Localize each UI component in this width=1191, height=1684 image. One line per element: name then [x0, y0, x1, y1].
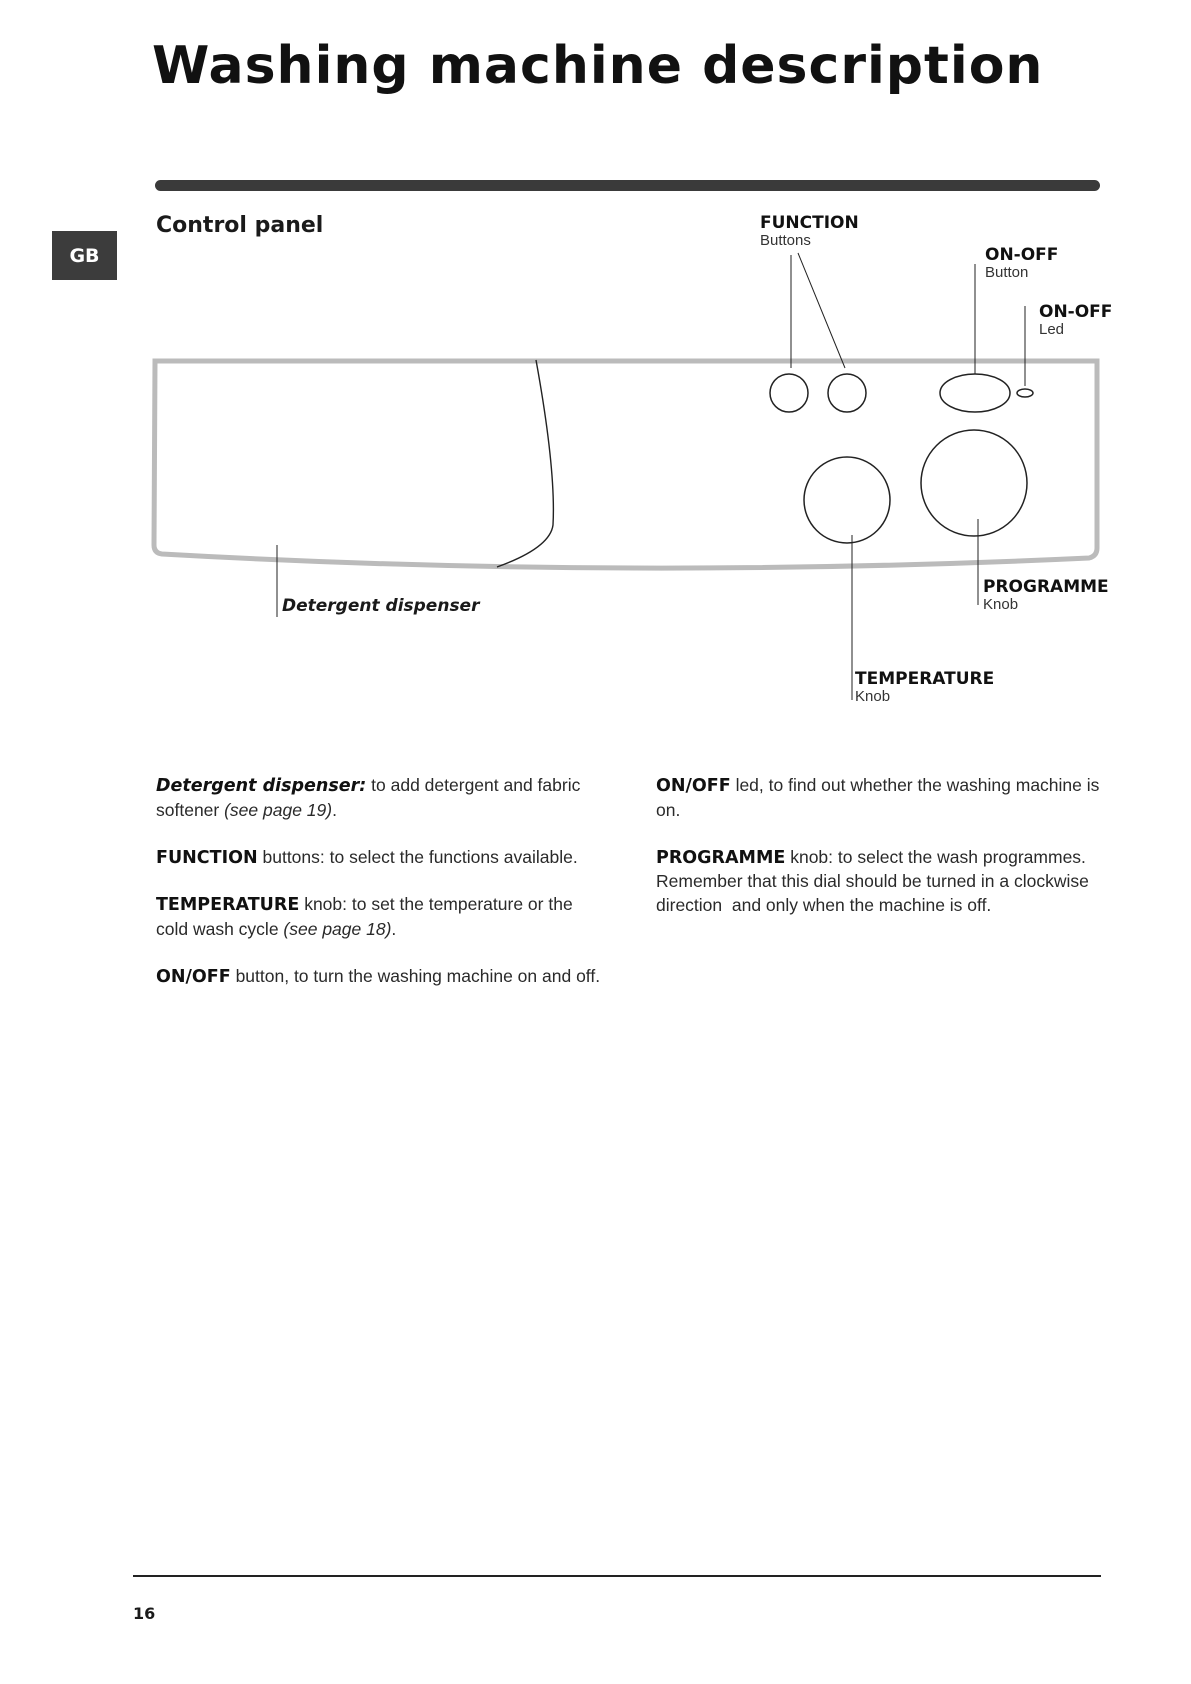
description-column-left [156, 774, 606, 1013]
onoff-led-shape [1017, 389, 1033, 397]
description-text: to add detergent and fabric softener [156, 775, 581, 820]
callout-name: PROGRAMME [983, 577, 1109, 597]
onoff-button-callout [985, 246, 1058, 281]
detergent-dispenser-callout: Detergent dispenser [282, 596, 480, 616]
onoff-led-callout [1039, 303, 1112, 338]
page-number: 16 [133, 1604, 156, 1623]
callout-sub: Knob [855, 687, 891, 705]
page-reference: (see page 18) [283, 919, 392, 940]
description-end: . [332, 799, 337, 820]
term: PROGRAMME [656, 847, 786, 868]
callout-name: FUNCTION [760, 213, 859, 233]
description-function [156, 846, 606, 871]
function-buttons-callout [760, 214, 859, 249]
term: ON/OFF [156, 966, 231, 987]
description-note: Remember that this dial should be turned in a clockwise direction and only when the machine is off. [656, 871, 1094, 916]
programme-knob-callout [983, 578, 1109, 613]
function-button-2 [828, 374, 866, 412]
page-reference: (see page 19) [224, 799, 333, 820]
control-panel-diagram [0, 0, 1191, 760]
term: TEMPERATURE [156, 895, 300, 916]
callout-sub: Led [1039, 320, 1065, 338]
temperature-knob-shape [804, 457, 890, 543]
language-tab: GB [52, 231, 117, 280]
function-leader-2 [798, 253, 845, 368]
description-onoff-button [156, 965, 606, 990]
description-end: . [391, 919, 397, 940]
callout-sub: Buttons [760, 231, 811, 249]
description-temperature [156, 893, 606, 942]
function-button-1 [770, 374, 808, 412]
callout-name: ON-OFF [985, 245, 1059, 265]
term: ON/OFF [656, 776, 731, 796]
page-title: Washing machine description [152, 36, 1044, 96]
description-text: knob: to set the temperature or the cold wash cycle [156, 894, 573, 940]
callout-sub: Knob [983, 595, 1019, 613]
description-text: buttons: to select the functions available. [257, 846, 578, 867]
callout-name: ON-OFF [1039, 302, 1113, 322]
term: FUNCTION [156, 847, 258, 868]
dispenser-curve [497, 360, 553, 567]
description-programme [656, 846, 1106, 918]
callout-name: TEMPERATURE [855, 669, 995, 689]
description-text: button, to turn the washing machine on and off. [230, 965, 601, 986]
description-onoff-led [656, 774, 1106, 823]
control-panel-heading: Control panel [156, 213, 324, 238]
description-detergent [156, 774, 606, 823]
temperature-knob-callout [855, 670, 994, 705]
footer-divider [133, 1575, 1101, 1577]
onoff-button-shape [940, 374, 1010, 412]
programme-knob-shape [921, 430, 1027, 536]
description-column-right [656, 774, 1106, 941]
description-text: led, to find out whether the washing machine is on. [656, 775, 1100, 820]
callout-sub: Button [985, 263, 1029, 281]
term: Detergent dispenser: [156, 776, 367, 796]
description-text: knob: to select the wash programmes. [785, 846, 1086, 867]
